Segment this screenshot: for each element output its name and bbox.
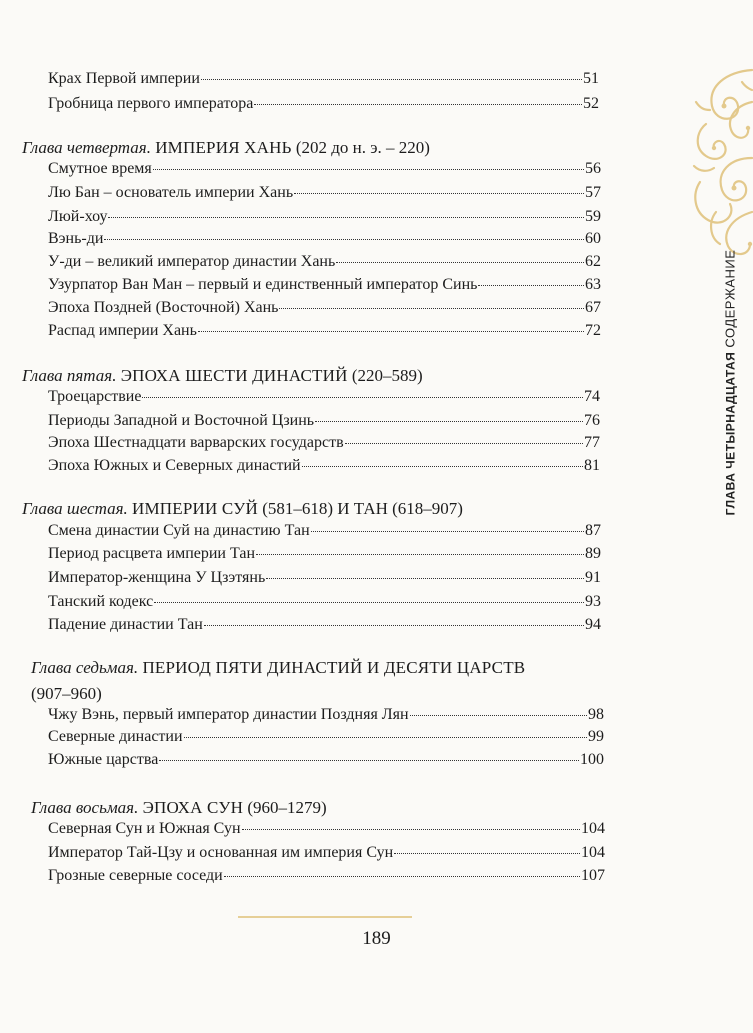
footer-divider xyxy=(238,916,412,918)
chapter-title: ЭПОХА СУН xyxy=(142,798,244,817)
chapter-date-range: (960–1279) xyxy=(247,798,327,817)
toc-entry-page: 77 xyxy=(584,434,600,451)
chapter-heading xyxy=(31,656,525,680)
dot-leader xyxy=(108,217,584,218)
toc-entry xyxy=(48,206,601,228)
toc-entry-page: 57 xyxy=(585,184,601,201)
running-title-chapter: ГЛАВА ЧЕТЫРНАДЦАТАЯ xyxy=(723,351,738,515)
dot-leader xyxy=(153,169,584,170)
dot-leader xyxy=(394,853,580,854)
toc-entry-title: Грозные северные соседи xyxy=(48,867,223,884)
toc-entry xyxy=(48,68,599,90)
toc-entry xyxy=(48,726,604,748)
floral-ornament-icon xyxy=(686,62,753,262)
toc-entry-title: Чжу Вэнь, первый император династии Поздняя Лян xyxy=(48,706,409,723)
toc-entry-title: У-ди – великий император династии Хань xyxy=(48,253,336,270)
toc-entry xyxy=(48,749,604,771)
dot-leader xyxy=(279,308,584,309)
toc-entry-page: 74 xyxy=(584,388,600,405)
dot-leader xyxy=(198,331,584,332)
dot-leader xyxy=(256,554,584,555)
dot-leader xyxy=(104,239,584,240)
toc-entry-title: Вэнь-ди xyxy=(48,230,104,247)
toc-entry xyxy=(48,182,601,204)
dot-leader xyxy=(154,602,584,603)
toc-entry-page: 52 xyxy=(583,95,599,112)
toc-entry-title: Падение династии Тан xyxy=(48,616,203,633)
chapter-heading xyxy=(22,136,430,160)
toc-entry-title: Троецарствие xyxy=(48,388,142,405)
toc-entry xyxy=(48,865,605,887)
toc-entry xyxy=(48,386,600,408)
toc-entry xyxy=(48,410,600,432)
toc-entry-title: Эпоха Шестнадцати варварских государств xyxy=(48,434,344,451)
toc-entry-page: 51 xyxy=(583,70,599,87)
toc-entry-title: Крах Первой империи xyxy=(48,70,200,87)
toc-entry-page: 62 xyxy=(585,253,601,270)
chapter-title: ИМПЕРИИ СУЙ xyxy=(132,499,258,518)
toc-entry-page: 76 xyxy=(584,412,600,429)
toc-entry-title: Смутное время xyxy=(48,160,152,177)
toc-entry xyxy=(48,251,601,273)
toc-entry-page: 81 xyxy=(584,457,600,474)
dot-leader xyxy=(224,876,580,877)
toc-entry-page: 60 xyxy=(585,230,601,247)
chapter-label: Глава восьмая. xyxy=(31,798,139,817)
chapter-heading-continued xyxy=(31,682,102,706)
dot-leader xyxy=(336,262,584,263)
running-title-section: СОДЕРЖАНИЕ xyxy=(722,249,738,348)
chapter-label: Глава пятая. xyxy=(22,366,117,385)
dot-leader xyxy=(254,104,582,105)
toc-entry-title: Люй-хоу xyxy=(48,208,108,225)
chapter-heading xyxy=(22,364,423,388)
toc-entry-title: Период расцвета империи Тан xyxy=(48,545,256,562)
toc-entry xyxy=(48,614,601,636)
dot-leader xyxy=(204,625,584,626)
toc-entry-title: Император Тай-Цзу и основанная им империя Сун xyxy=(48,844,394,861)
toc-entry xyxy=(48,432,600,454)
page-number: 189 xyxy=(362,928,391,949)
toc-entry-page: 104 xyxy=(581,844,605,861)
toc-entry-title: Лю Бан – основатель империи Хань xyxy=(48,184,294,201)
toc-entry-page: 89 xyxy=(585,545,601,562)
toc-entry xyxy=(48,297,601,319)
toc-entry-page: 99 xyxy=(588,728,604,745)
toc-entry xyxy=(48,842,605,864)
toc-entry-page: 87 xyxy=(585,522,601,539)
toc-entry-page: 56 xyxy=(585,160,601,177)
toc-entry-title: Смена династии Суй на династию Тан xyxy=(48,522,310,539)
dot-leader xyxy=(266,578,584,579)
toc-entry xyxy=(48,591,601,613)
chapter-date-range: (202 до н. э. – 220) xyxy=(295,138,430,157)
toc-entry xyxy=(48,818,605,840)
toc-entry xyxy=(48,543,601,565)
dot-leader xyxy=(410,715,587,716)
chapter-label: Глава седьмая. xyxy=(31,658,139,677)
chapter-title: ИМПЕРИЯ ХАНЬ xyxy=(155,138,292,157)
toc-entry-title: Северные династии xyxy=(48,728,183,745)
toc-entry-title: Эпоха Южных и Северных династий xyxy=(48,457,301,474)
chapter-heading xyxy=(22,497,463,521)
toc-entry xyxy=(48,520,601,542)
toc-entry xyxy=(48,93,599,115)
toc-entry-title: Император-женщина У Цзэтянь xyxy=(48,569,266,586)
toc-entry-title: Эпоха Поздней (Восточной) Хань xyxy=(48,299,279,316)
dot-leader xyxy=(478,285,584,286)
toc-entry xyxy=(48,228,601,250)
toc-entry xyxy=(48,274,601,296)
dot-leader xyxy=(315,421,583,422)
chapter-date-range: (581–618) И ТАН (618–907) xyxy=(262,499,463,518)
toc-entry-page: 59 xyxy=(585,208,601,225)
toc-entry xyxy=(48,455,600,477)
toc-entry-title: Танский кодекс xyxy=(48,593,154,610)
toc-entry-title: Южные царства xyxy=(48,751,159,768)
toc-entry-page: 93 xyxy=(585,593,601,610)
toc-entry xyxy=(48,158,601,180)
chapter-title: ПЕРИОД ПЯТИ ДИНАСТИЙ И ДЕСЯТИ ЦАРСТВ xyxy=(142,658,526,677)
chapter-label: Глава шестая. xyxy=(22,499,128,518)
dot-leader xyxy=(142,397,583,398)
toc-entry-title: Периоды Западной и Восточной Цзинь xyxy=(48,412,315,429)
chapter-date-range: (220–589) xyxy=(351,366,423,385)
dot-leader xyxy=(242,829,580,830)
toc-entry-page: 100 xyxy=(580,751,604,768)
dot-leader xyxy=(294,193,584,194)
side-running-title xyxy=(712,249,748,515)
toc-entry-page: 107 xyxy=(581,867,605,884)
dot-leader xyxy=(184,737,587,738)
dot-leader xyxy=(201,79,582,80)
chapter-title: ЭПОХА ШЕСТИ ДИНАСТИЙ xyxy=(120,366,348,385)
dot-leader xyxy=(302,466,583,467)
chapter-label: Глава четвертая. xyxy=(22,138,151,157)
toc-entry-page: 91 xyxy=(585,569,601,586)
dot-leader xyxy=(345,443,583,444)
toc-entry xyxy=(48,320,601,342)
toc-entry-page: 63 xyxy=(585,276,601,293)
toc-entry-page: 94 xyxy=(585,616,601,633)
dot-leader xyxy=(311,531,584,532)
toc-entry-title: Узурпатор Ван Ман – первый и единственный император Синь xyxy=(48,276,478,293)
chapter-date-range: (907–960) xyxy=(31,684,102,703)
toc-entry-title: Распад империи Хань xyxy=(48,322,197,339)
toc-entry-title: Северная Сун и Южная Сун xyxy=(48,820,241,837)
toc-entry xyxy=(48,704,604,726)
dot-leader xyxy=(159,760,579,761)
toc-entry xyxy=(48,567,601,589)
toc-entry-page: 98 xyxy=(588,706,604,723)
toc-entry-title: Гробница первого императора xyxy=(48,95,254,112)
toc-entry-page: 67 xyxy=(585,299,601,316)
toc-entry-page: 104 xyxy=(581,820,605,837)
toc-entry-page: 72 xyxy=(585,322,601,339)
chapter-heading xyxy=(31,796,327,820)
